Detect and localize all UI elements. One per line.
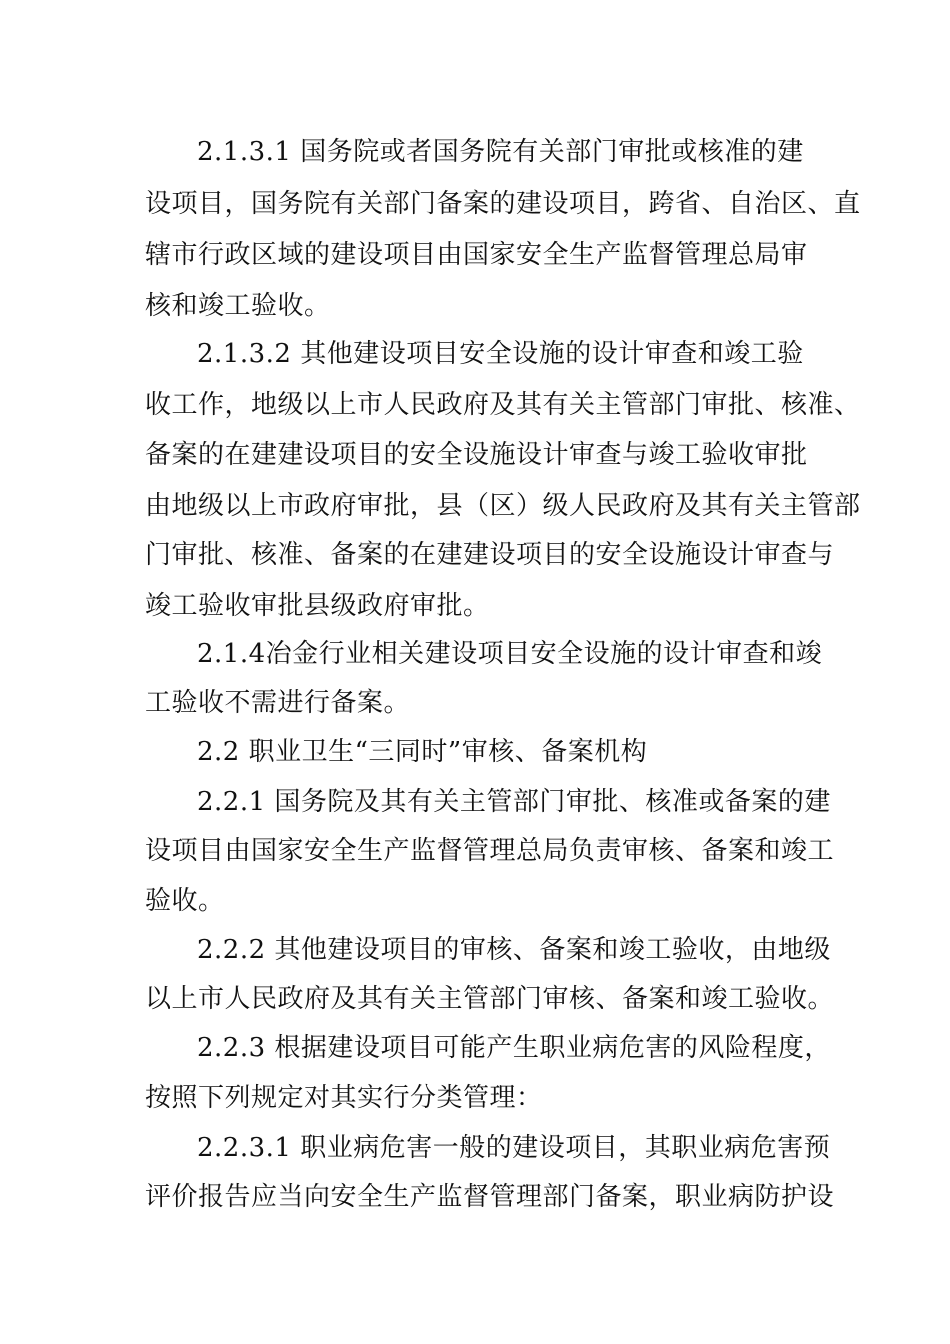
text-line: 收工作，地级以上市人民政府及其有关主管部门审批、核准、 <box>145 390 861 420</box>
section-heading: 2.2 职业卫生“三同时”审核、备案机构 <box>197 737 648 767</box>
text-line: 2.1.3.1 国务院或者国务院有关部门审批或核准的建 <box>197 137 804 167</box>
text-line: 2.2.1 国务院及其有关主管部门审批、核准或备案的建 <box>197 787 831 817</box>
text-line: 2.2.3.1 职业病危害一般的建设项目，其职业病危害预 <box>197 1133 831 1163</box>
text-line: 备案的在建建设项目的安全设施设计审查与竣工验收审批 <box>145 440 808 470</box>
text-line: 核和竣工验收。 <box>145 291 331 321</box>
text-line: 按照下列规定对其实行分类管理： <box>145 1083 543 1113</box>
text-line: 2.2.3 根据建设项目可能产生职业病危害的风险程度， <box>197 1033 831 1063</box>
text-line: 门审批、核准、备案的在建建设项目的安全设施设计审查与 <box>145 540 835 570</box>
text-line: 工验收不需进行备案。 <box>145 688 411 718</box>
text-line: 辖市行政区域的建设项目由国家安全生产监督管理总局审 <box>145 240 808 270</box>
text-line: 2.2.2 其他建设项目的审核、备案和竣工验收，由地级 <box>197 935 831 965</box>
text-line: 评价报告应当向安全生产监督管理部门备案，职业病防护设 <box>145 1182 835 1212</box>
text-line: 2.1.3.2 其他建设项目安全设施的设计审查和竣工验 <box>197 339 804 369</box>
text-line: 设项目，国务院有关部门备案的建设项目，跨省、自治区、直 <box>145 189 861 219</box>
text-line: 2.1.4冶金行业相关建设项目安全设施的设计审查和竣 <box>197 639 823 669</box>
text-line: 设项目由国家安全生产监督管理总局负责审核、备案和竣工 <box>145 836 835 866</box>
text-line: 以上市人民政府及其有关主管部门审核、备案和竣工验收。 <box>145 984 835 1014</box>
text-line: 竣工验收审批县级政府审批。 <box>145 591 490 621</box>
text-line: 由地级以上市政府审批，县（区）级人民政府及其有关主管部 <box>145 491 861 521</box>
text-line: 验收。 <box>145 886 225 916</box>
